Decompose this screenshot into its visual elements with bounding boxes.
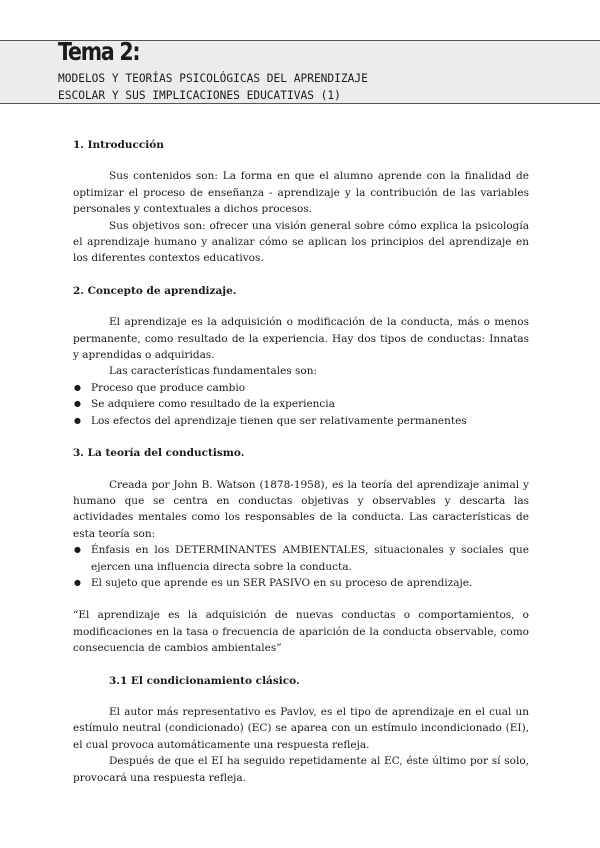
- section-heading-conductismo: 3. La teoría del conductismo.: [73, 447, 245, 460]
- subtitle-line-2: ESCOLAR Y SUS IMPLICACIONES EDUCATIVAS (1): [58, 89, 341, 102]
- paragraph: Sus objetivos son: ofrecer una visión general sobre cómo explica la psicología el aprendizaje humano y analizar cómo se aplican los principios del aprendizaje en los diferentes contextos educativos.: [73, 219, 529, 265]
- document-body: [73, 137, 529, 786]
- list-item: ● Los efectos del aprendizaje tienen que ser relativamente permanentes: [73, 413, 529, 429]
- page-subtitle: [58, 70, 368, 104]
- list-item: ● Énfasis en los DETERMINANTES AMBIENTALES, situacionales y sociales que ejercen una influencia directa sobre la conducta.: [73, 542, 529, 575]
- section-heading-concepto: 2. Concepto de aprendizaje.: [73, 284, 237, 297]
- subtitle-line-1: MODELOS Y TEORÍAS PSICOLÓGICAS DEL APRENDIZAJE: [58, 72, 368, 85]
- paragraph: El aprendizaje es la adquisición o modificación de la conducta, más o menos permanente, como resultado de la experiencia. Hay dos tipos de conductas: Innatas y aprendidas o adquiridas.: [73, 316, 529, 362]
- quote-paragraph: “El aprendizaje es la adquisición de nuevas conductas o comportamientos, o modificaciones en la tasa o frecuencia de aparición de la conducta observable, como consecuencia de cambios ambientales”: [73, 609, 529, 655]
- section-heading-introduccion: 1. Introducción: [73, 139, 164, 151]
- page-title: Tema 2:: [58, 37, 140, 66]
- bullet-list: [73, 542, 529, 591]
- list-item: ● Proceso que produce cambio: [73, 380, 529, 396]
- section-heading-condicionamiento-clasico: 3.1 El condicionamiento clásico.: [109, 674, 300, 687]
- paragraph: El autor más representativo es Pavlov, es el tipo de aprendizaje en el cual un estímulo neutral (condicionado) (EC) se aparea con un estímulo incondicionado (EI), el cual provoca automáticamente una respuesta refleja.: [73, 705, 529, 751]
- list-item: ● El sujeto que aprende es un SER PASIVO en su proceso de aprendizaje.: [73, 575, 529, 591]
- paragraph: Sus contenidos son: La forma en que el alumno aprende con la finalidad de optimizar el proceso de enseñanza - aprendizaje y la contribución de las variables personales y contextuales a dichos procesos.: [73, 170, 529, 216]
- bullet-list: [73, 380, 529, 429]
- list-item: ● Se adquiere como resultado de la experiencia: [73, 396, 529, 412]
- paragraph: Las características fundamentales son:: [109, 365, 318, 378]
- paragraph: Creada por John B. Watson (1878-1958), es la teoría del aprendizaje animal y humano que se centra en conductas objetivas y observables y descarta las actividades mentales como los responsables de la conducta. Las características de esta teoría son:: [73, 478, 529, 540]
- paragraph: Después de que el EI ha seguido repetidamente al EC, éste último por sí solo, provocará una respuesta refleja.: [73, 755, 529, 784]
